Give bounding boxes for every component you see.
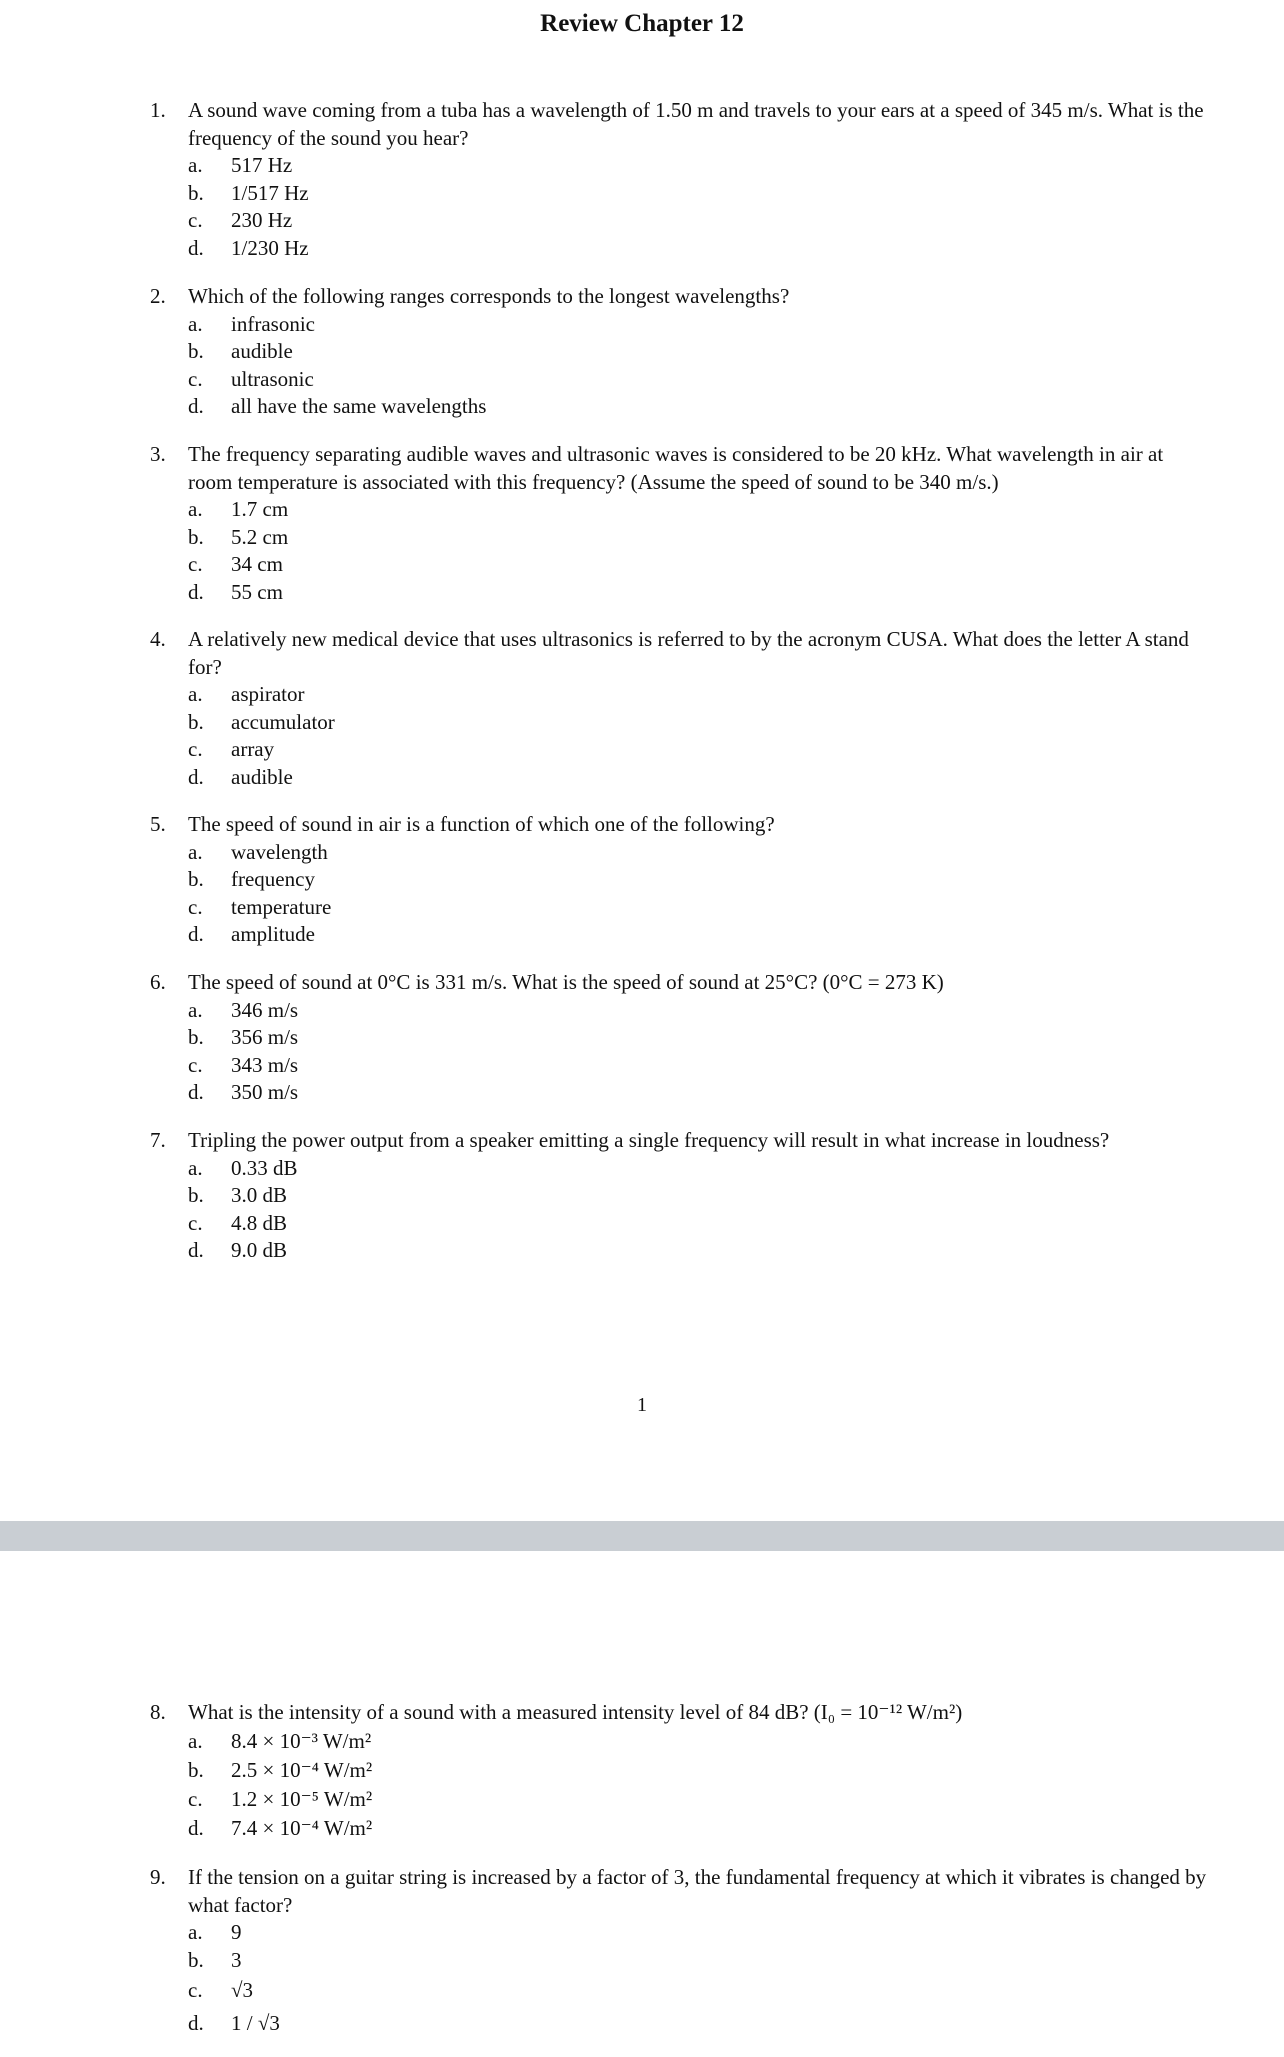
option-letter: c. [188, 366, 203, 391]
option-d [188, 764, 1210, 792]
question-text: Tripling the power output from a speaker emitting a single frequency will result in what increase in loudness? [188, 1128, 1110, 1152]
option-letter: b. [188, 867, 204, 891]
option-text: 230 Hz [231, 208, 293, 232]
option-text: 1/517 Hz [231, 180, 309, 205]
option-b [188, 1947, 1210, 1975]
question-text: Which of the following ranges corresponds to the longest wavelengths? [188, 284, 790, 308]
page-separator [0, 1521, 1284, 1551]
option-b [188, 338, 1210, 366]
option-letter: d. [188, 1238, 204, 1262]
option-text: frequency [231, 867, 315, 891]
option-letter: b. [188, 1183, 204, 1207]
option-letter: b. [188, 1025, 204, 1049]
option-text: 9 [231, 1920, 242, 1944]
option-letter: b. [188, 180, 204, 205]
option-text: 346 m/s [231, 997, 299, 1022]
option-letter: d. [188, 922, 204, 946]
option-text: 343 m/s [231, 1052, 299, 1077]
question-7 [150, 1127, 1210, 1265]
question-1 [150, 97, 1210, 262]
option-letter: d. [188, 579, 204, 604]
option-d [188, 393, 1210, 421]
option-d [188, 1237, 1210, 1265]
option-d [188, 235, 1210, 263]
option-letter: d. [188, 394, 204, 418]
option-d [188, 1814, 1210, 1843]
option-text: 2.5 × 10⁻⁴ W/m² [231, 1757, 373, 1782]
option-letter: b. [188, 524, 204, 549]
question-5 [150, 811, 1210, 949]
answer-options [188, 839, 1210, 949]
option-letter: a. [188, 682, 203, 706]
option-text: 1.7 cm [231, 497, 289, 521]
option-text: 8.4 × 10⁻³ W/m² [231, 1728, 372, 1753]
question-9 [150, 1864, 1210, 2040]
option-text: 1.2 × 10⁻⁵ W/m² [231, 1786, 373, 1811]
option-letter: c. [188, 1052, 203, 1077]
option-letter: a. [188, 839, 203, 864]
option-text: 4.8 dB [231, 1210, 288, 1235]
question-text: A sound wave coming from a tuba has a wavelength of 1.50 m and travels to your ears at a speed of 345 m/s. What is the frequency of the sound you hear? [188, 98, 1204, 150]
option-text: infrasonic [231, 311, 315, 336]
option-letter: b. [188, 1757, 204, 1782]
option-b [188, 180, 1210, 208]
option-a [188, 152, 1210, 180]
option-letter: a. [188, 1920, 203, 1944]
option-letter: c. [188, 208, 203, 232]
option-letter: c. [188, 1977, 203, 2002]
option-a [188, 839, 1210, 867]
option-text: 1 / √3 [231, 2010, 280, 2035]
option-text: 34 cm [231, 552, 283, 576]
question-4 [150, 626, 1210, 791]
option-text: 7.4 × 10⁻⁴ W/m² [231, 1815, 373, 1840]
option-a [188, 496, 1210, 524]
option-text: temperature [231, 894, 332, 919]
answer-options [188, 1727, 1210, 1843]
option-text: 55 cm [231, 579, 283, 604]
question-6 [150, 969, 1210, 1107]
option-b [188, 866, 1210, 894]
option-b [188, 1756, 1210, 1785]
answer-options [188, 1155, 1210, 1265]
option-letter: b. [188, 1947, 204, 1972]
option-letter: a. [188, 497, 203, 521]
option-text: 3 [231, 1947, 242, 1972]
question-2 [150, 283, 1210, 421]
option-c [188, 736, 1210, 764]
option-d [188, 1079, 1210, 1107]
option-text: 0.33 dB [231, 1155, 298, 1180]
option-c [188, 1974, 1210, 2007]
option-b [188, 1024, 1210, 1052]
option-text: audible [231, 764, 293, 789]
option-text: array [231, 737, 275, 761]
question-text: The frequency separating audible waves and ultrasonic waves is considered to be 20 kHz. What wavelength in air at room temperature is associated with this frequency? (Assume the speed of sound to be 340 m/s.) [188, 442, 1164, 494]
answer-options [188, 152, 1210, 262]
option-letter: c. [188, 1786, 203, 1811]
option-text: √3 [231, 1977, 254, 2002]
option-text: wavelength [231, 839, 328, 864]
option-c [188, 1052, 1210, 1080]
option-text: 356 m/s [231, 1025, 299, 1049]
option-text: ultrasonic [231, 366, 314, 391]
option-b [188, 1182, 1210, 1210]
option-letter: d. [188, 235, 204, 260]
option-a [188, 311, 1210, 339]
document-page-2 [0, 1551, 1284, 2057]
option-letter: a. [188, 311, 203, 336]
option-a [188, 1727, 1210, 1756]
question-number: 9. [150, 1865, 166, 1889]
option-letter: b. [188, 709, 204, 734]
option-text: 517 Hz [231, 153, 293, 177]
option-text: all have the same wavelengths [231, 394, 487, 418]
question-number: 7. [150, 1128, 166, 1152]
answer-options [188, 496, 1210, 606]
option-a [188, 1919, 1210, 1947]
option-letter: a. [188, 1728, 203, 1753]
question-number: 6. [150, 970, 166, 994]
option-letter: b. [188, 339, 204, 363]
option-a [188, 681, 1210, 709]
option-letter: c. [188, 737, 203, 761]
option-text: amplitude [231, 922, 315, 946]
question-text: The speed of sound at 0°C is 331 m/s. What is the speed of sound at 25°C? (0°C = 273 K) [188, 970, 944, 994]
option-c [188, 894, 1210, 922]
option-letter: c. [188, 552, 203, 576]
question-number: 5. [150, 812, 166, 836]
answer-options [188, 311, 1210, 421]
option-c [188, 207, 1210, 235]
option-c [188, 1785, 1210, 1814]
question-number: 4. [150, 627, 166, 651]
option-text: 350 m/s [231, 1080, 299, 1104]
question-3 [150, 441, 1210, 606]
question-text: The speed of sound in air is a function of which one of the following? [188, 812, 775, 836]
answer-options [188, 1919, 1210, 2040]
option-a [188, 997, 1210, 1025]
option-a [188, 1155, 1210, 1183]
option-text: 9.0 dB [231, 1238, 288, 1262]
option-text: 3.0 dB [231, 1183, 288, 1207]
option-d [188, 2007, 1210, 2040]
option-d [188, 579, 1210, 607]
question-text: If the tension on a guitar string is increased by a factor of 3, the fundamental frequency at which it vibrates is changed by what factor? [188, 1865, 1207, 1917]
option-letter: d. [188, 1815, 204, 1840]
question-number: 3. [150, 442, 166, 466]
option-b [188, 524, 1210, 552]
option-letter: c. [188, 1210, 203, 1235]
question-text: What is the intensity of a sound with a measured intensity level of 84 dB? (I₀ = 10⁻¹² W/m²) [188, 1700, 963, 1724]
option-d [188, 921, 1210, 949]
page-number: 1 [637, 1394, 647, 1416]
option-letter: d. [188, 2010, 204, 2035]
option-text: accumulator [231, 709, 335, 734]
option-letter: a. [188, 997, 203, 1022]
question-number: 8. [150, 1700, 166, 1724]
option-letter: d. [188, 764, 204, 789]
option-text: aspirator [231, 682, 305, 706]
option-c [188, 366, 1210, 394]
option-letter: c. [188, 894, 203, 919]
question-text: A relatively new medical device that uses ultrasonics is referred to by the acronym CUSA. What does the letter A stand for? [188, 627, 1189, 679]
option-text: 5.2 cm [231, 524, 289, 549]
option-letter: a. [188, 153, 203, 177]
option-text: audible [231, 339, 293, 363]
question-number: 2. [150, 284, 166, 308]
answer-options [188, 997, 1210, 1107]
option-letter: d. [188, 1080, 204, 1104]
option-text: 1/230 Hz [231, 235, 309, 260]
question-number: 1. [150, 98, 166, 122]
question-8 [150, 1699, 1210, 1843]
answer-options [188, 681, 1210, 791]
option-letter: a. [188, 1155, 203, 1180]
option-c [188, 1210, 1210, 1238]
option-c [188, 551, 1210, 579]
page-title: Review Chapter 12 [540, 10, 744, 37]
option-b [188, 709, 1210, 737]
